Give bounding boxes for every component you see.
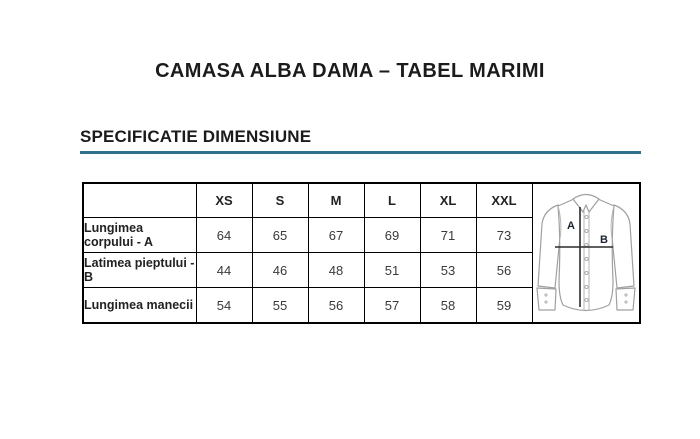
col-header-xl: XL — [420, 183, 476, 218]
shirt-diagram-cell — [532, 183, 640, 323]
content-area — [80, 127, 641, 324]
corner-cell — [83, 183, 196, 218]
value-sleeve-length-xl: 58 — [420, 288, 476, 324]
value-sleeve-length-s: 55 — [252, 288, 308, 324]
value-sleeve-length-xxl: 59 — [476, 288, 532, 324]
value-chest-width-xl: 53 — [420, 253, 476, 288]
measure-label-b: B — [599, 234, 608, 246]
measure-label-a: A — [566, 220, 575, 232]
value-sleeve-length-l: 57 — [364, 288, 420, 324]
col-header-xxl: XXL — [476, 183, 532, 218]
value-sleeve-length-xs: 54 — [196, 288, 252, 324]
col-header-xs: XS — [196, 183, 252, 218]
col-header-s: S — [252, 183, 308, 218]
shirt-right-cuff — [616, 288, 635, 310]
value-chest-width-xs: 44 — [196, 253, 252, 288]
section-heading: SPECIFICATIE DIMENSIUNE — [80, 127, 641, 154]
row-label-body-length: Lungimea corpului - A — [83, 218, 196, 253]
value-body-length-l: 69 — [364, 218, 420, 253]
col-header-m: M — [308, 183, 364, 218]
value-chest-width-m: 48 — [308, 253, 364, 288]
value-body-length-s: 65 — [252, 218, 308, 253]
table-header-row — [83, 183, 640, 218]
value-body-length-xs: 64 — [196, 218, 252, 253]
value-body-length-m: 67 — [308, 218, 364, 253]
value-chest-width-s: 46 — [252, 253, 308, 288]
value-body-length-xl: 71 — [420, 218, 476, 253]
row-label-chest-width: Latimea pieptului - B — [83, 253, 196, 288]
size-table — [82, 182, 641, 324]
value-chest-width-xxl: 56 — [476, 253, 532, 288]
shirt-illustration-svg — [533, 189, 639, 315]
col-header-l: L — [364, 183, 420, 218]
value-body-length-xxl: 73 — [476, 218, 532, 253]
shirt-diagram — [533, 189, 639, 319]
value-sleeve-length-m: 56 — [308, 288, 364, 324]
page-title: CAMASA ALBA DAMA – TABEL MARIMI — [155, 60, 545, 82]
value-chest-width-l: 51 — [364, 253, 420, 288]
row-label-sleeve-length: Lungimea manecii — [83, 288, 196, 324]
shirt-left-cuff — [537, 288, 556, 310]
